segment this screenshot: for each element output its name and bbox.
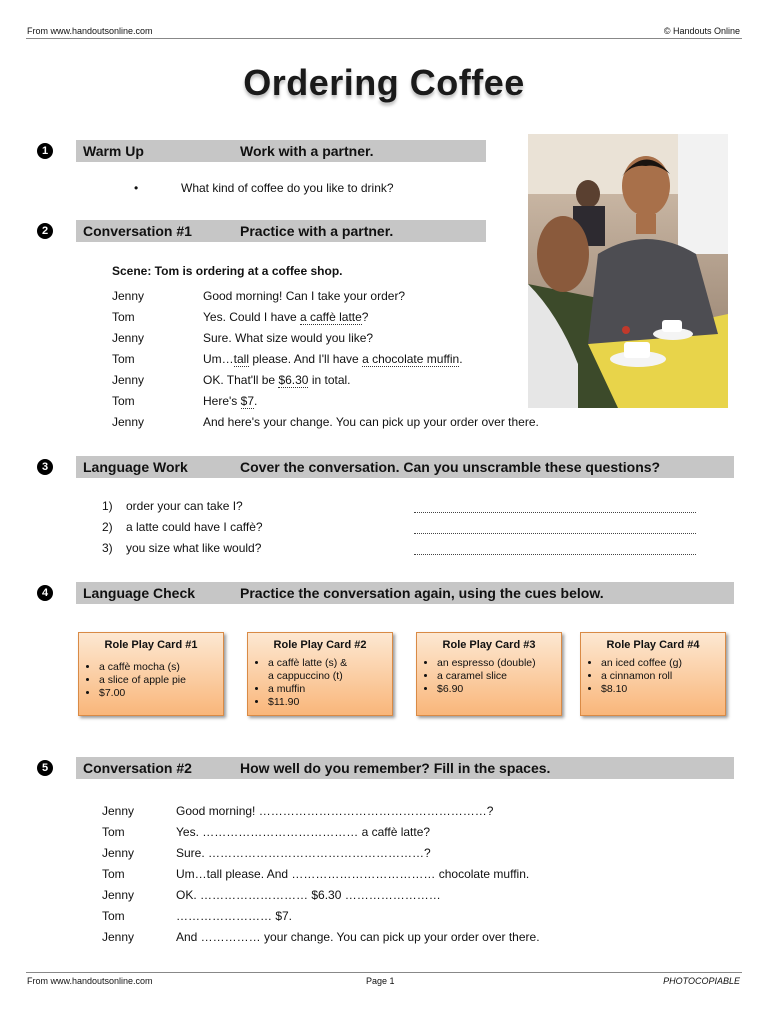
conv1-line: And here's your change. You can pick up your order over there. xyxy=(203,415,539,429)
conv1-speaker: Tom xyxy=(112,394,135,408)
role-play-card-1 xyxy=(78,632,224,716)
conv1-line: Good morning! Can I take your order? xyxy=(203,289,406,303)
conv1-cue: a chocolate muffin xyxy=(362,352,460,366)
conv1-speaker: Tom xyxy=(112,310,135,324)
conv1-speaker: Jenny xyxy=(112,415,145,429)
section-2-label: Conversation #1 xyxy=(83,223,192,239)
section-1-bar xyxy=(76,140,486,162)
answer-line[interactable] xyxy=(414,554,696,555)
card-item: • a muffin xyxy=(268,683,392,696)
card-item: • $11.90 xyxy=(268,696,392,709)
role-play-card-4 xyxy=(580,632,726,716)
card-item: • $7.00 xyxy=(99,687,223,700)
conv1-line-text: . xyxy=(254,394,258,408)
conv1-speaker: Jenny xyxy=(112,289,145,303)
card-title: Role Play Card #2 xyxy=(273,639,367,651)
conv1-cue: $6.30 xyxy=(278,373,309,387)
bullet-dot: • xyxy=(134,181,139,195)
conv2-speaker: Jenny xyxy=(102,804,135,818)
question-number: 3) xyxy=(102,541,113,555)
conv2-gap-line: Good morning! …………………………………………………? xyxy=(176,804,494,818)
conv1-speaker: Tom xyxy=(112,352,135,366)
scrambled-question: a latte could have I caffè? xyxy=(126,520,263,534)
conv2-speaker: Tom xyxy=(102,909,125,923)
section-3-bar xyxy=(76,456,734,478)
conv2-gap-line: Sure. ………………………………………………? xyxy=(176,846,431,860)
conv1-line-text: in total. xyxy=(308,373,351,387)
card-item: • a slice of apple pie xyxy=(99,674,223,687)
section-4-instruction: Practice the conversation again, using the cues below. xyxy=(240,585,604,601)
section-2-instruction: Practice with a partner. xyxy=(240,223,394,239)
conv2-gap-line: Um…tall please. And ……………………………… chocolate muffin. xyxy=(176,867,530,881)
section-1-number: 1 xyxy=(37,143,53,159)
footer-source: From www.handoutsonline.com xyxy=(27,976,153,986)
footer-divider xyxy=(26,972,742,973)
card-item: a cappuccino (t) xyxy=(268,670,343,682)
section-2-number: 2 xyxy=(37,223,53,239)
card-item: • a caffè latte (s) & xyxy=(268,657,392,670)
conv2-gap-line: And …………… your change. You can pick up your order over there. xyxy=(176,930,540,944)
conv2-gap-line: Yes. ………………………………… a caffè latte? xyxy=(176,825,431,839)
scene-text: Scene: Tom is ordering at a coffee shop. xyxy=(112,264,343,278)
section-5-label: Conversation #2 xyxy=(83,760,192,776)
conv1-line-text: . xyxy=(459,352,463,366)
conv2-speaker: Jenny xyxy=(102,930,135,944)
page-number: Page 1 xyxy=(366,976,395,986)
header-copyright: © Handouts Online xyxy=(663,26,740,36)
conv2-gap-line: OK. ……………………… $6.30 …………………… xyxy=(176,888,441,902)
conv1-line-text: please. And I'll have xyxy=(249,352,363,366)
section-3-instruction: Cover the conversation. Can you unscramble these questions? xyxy=(240,459,661,475)
scrambled-question: you size what like would? xyxy=(126,541,262,555)
coffee-shop-photo xyxy=(528,134,728,408)
card-item: • an espresso (double) xyxy=(437,657,561,670)
conv1-cue: tall xyxy=(233,352,250,366)
section-2-bar xyxy=(76,220,486,242)
page-title: Ordering Coffee xyxy=(243,62,525,103)
conv1-line-text: Here's xyxy=(203,394,241,408)
card-item: • $8.10 xyxy=(601,683,725,696)
card-item: • a caramel slice xyxy=(437,670,561,683)
question-number: 2) xyxy=(102,520,113,534)
section-4-bar xyxy=(76,582,734,604)
header-source: From www.handoutsonline.com xyxy=(27,26,153,36)
photocopiable-label: PHOTOCOPIABLE xyxy=(663,976,740,986)
card-title: Role Play Card #1 xyxy=(104,639,198,651)
conv1-line-text: OK. That'll be xyxy=(203,373,279,387)
conv1-speaker: Jenny xyxy=(112,373,145,387)
conv1-line xyxy=(203,394,257,408)
answer-line[interactable] xyxy=(414,512,696,513)
card-title: Role Play Card #3 xyxy=(442,639,536,651)
conv1-cue: $7 xyxy=(240,394,254,408)
role-play-card-3 xyxy=(416,632,562,716)
section-3-number: 3 xyxy=(37,459,53,475)
section-5-number: 5 xyxy=(37,760,53,776)
section-1-label: Warm Up xyxy=(83,143,144,159)
conv1-line xyxy=(203,310,368,324)
section-5-instruction: How well do you remember? Fill in the spaces. xyxy=(240,760,551,776)
conv2-speaker: Jenny xyxy=(102,846,135,860)
conv2-gap-line: …………………… $7. xyxy=(176,909,293,923)
section-5-bar xyxy=(76,757,734,779)
section-4-label: Language Check xyxy=(83,585,196,601)
conv1-speaker: Jenny xyxy=(112,331,145,345)
card-item: • $6.90 xyxy=(437,683,561,696)
header-divider xyxy=(26,38,742,39)
conv1-line-text: ? xyxy=(361,310,369,324)
answer-line[interactable] xyxy=(414,533,696,534)
conv2-speaker: Tom xyxy=(102,825,125,839)
conv1-line-text: Yes. Could I have xyxy=(203,310,300,324)
section-3-label: Language Work xyxy=(83,459,188,475)
warmup-question: What kind of coffee do you like to drink? xyxy=(181,181,394,195)
card-item: • a cinnamon roll xyxy=(601,670,725,683)
card-title: Role Play Card #4 xyxy=(606,639,700,651)
conv2-speaker: Jenny xyxy=(102,888,135,902)
scrambled-question: order your can take I? xyxy=(126,499,243,513)
card-item: • a caffè mocha (s) xyxy=(99,661,223,674)
conv1-line xyxy=(203,373,351,387)
conv1-line-text: Um… xyxy=(203,352,234,366)
section-4-number: 4 xyxy=(37,585,53,601)
role-play-card-2 xyxy=(247,632,393,716)
conv1-line: Sure. What size would you like? xyxy=(203,331,374,345)
section-1-instruction: Work with a partner. xyxy=(240,143,374,159)
conv1-line xyxy=(203,352,463,366)
conv1-cue: a caffè latte xyxy=(299,310,362,324)
card-item: • an iced coffee (g) xyxy=(601,657,725,670)
question-number: 1) xyxy=(102,499,113,513)
conv2-speaker: Tom xyxy=(102,867,125,881)
